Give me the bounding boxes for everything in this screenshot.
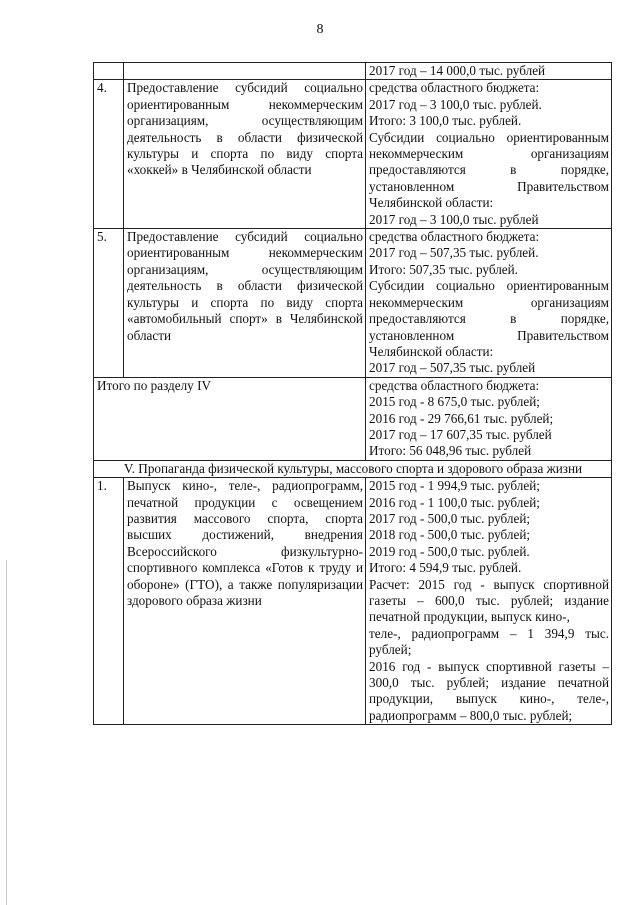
funding-line: средства областного бюджета:: [369, 80, 540, 96]
cell-funding: [366, 229, 612, 378]
scan-edge-line: [6, 560, 7, 905]
cell-funding: [366, 63, 612, 80]
table-row-carryover: [94, 63, 612, 80]
cell-num: 4.: [94, 80, 124, 229]
funding-line: Итого: 507,35 тыс. рублей.: [369, 261, 518, 277]
table-row-item-4: [94, 80, 612, 229]
table-row-section-total: [94, 377, 612, 460]
funding-line: 2016 год - 1 100,0 тыс. рублей;: [369, 494, 540, 510]
funding-line: средства областного бюджета:: [369, 377, 540, 393]
funding-line: 2019 год - 500,0 тыс. рублей.: [369, 543, 530, 559]
funding-line: 2016 год - 29 766,61 тыс. рублей;: [369, 410, 554, 426]
funding-line: средства областного бюджета:: [369, 229, 540, 245]
funding-line: 2017 год – 3 100,0 тыс. рублей: [369, 211, 539, 227]
cell-description: [124, 63, 366, 80]
funding-line: теле-, радиопрограмм – 1 394,9 тыс. рублей;: [369, 625, 609, 658]
funding-line: Итого: 56 048,96 тыс. рублей: [369, 443, 532, 459]
table-row-item-5-1: [94, 478, 612, 725]
cell-description: Предоставление субсидий социально ориентированным некоммерческим организациям, осуществляющим деятельность в области физической культуры и спорта по виду спорта «автомобильный спорт» в Челябинской области: [124, 229, 366, 378]
table-row-section-heading: [94, 460, 612, 477]
funding-line: Расчет: 2015 год - выпуск спортивной газеты – 600,0 тыс. рублей; издание печатной продукции, выпуск кино-,: [369, 576, 609, 625]
cell-description: Выпуск кино-, теле-, радиопрограмм, печатной продукции с освещением развития массового спорта, спорта высших достижений, внедрения Всероссийского физкультурно-спортивного комплекса «Готов к труду и обороне» (ГТО), а также популяризации здорового образа жизни: [124, 478, 366, 725]
cell-num: 5.: [94, 229, 124, 378]
table-row-item-5: [94, 229, 612, 378]
page-number: 8: [316, 22, 324, 37]
section-heading: V. Пропаганда физической культуры, массового спорта и здорового образа жизни: [94, 460, 612, 477]
funding-line: 2016 год - выпуск спортивной газеты – 300,0 тыс. рублей; издание печатной продукции, выпуск кино-, теле-, радиопрограмм – 800,0 тыс. рублей;: [369, 658, 609, 723]
budget-table: [93, 62, 612, 725]
funding-line: Итого: 3 100,0 тыс. рублей.: [369, 113, 522, 129]
funding-line: Итого: 4 594,9 тыс. рублей.: [369, 560, 522, 576]
funding-line: 2018 год - 500,0 тыс. рублей;: [369, 527, 531, 543]
cell-funding: [366, 377, 612, 460]
cell-num: [94, 63, 124, 80]
cell-funding: [366, 478, 612, 725]
funding-line: 2015 год - 1 994,9 тыс. рублей;: [369, 478, 540, 494]
funding-line: 2015 год - 8 675,0 тыс. рублей;: [369, 394, 540, 410]
funding-line: 2017 год – 17 607,35 тыс. рублей: [369, 426, 552, 442]
cell-num: 1.: [94, 478, 124, 725]
cell-description: Предоставление субсидий социально ориентированным некоммерческим организациям, осуществляющим деятельность в области физической культуры и спорта по виду спорта «хоккей» в Челябинской области: [124, 80, 366, 229]
funding-line: 2017 год - 500,0 тыс. рублей;: [369, 510, 531, 526]
funding-line: 2017 год – 3 100,0 тыс. рублей.: [369, 96, 542, 112]
funding-line: Субсидии социально ориентированным некоммерческим организациям предоставляются в порядке, установленном Правительством Челябинской области:: [369, 129, 609, 211]
funding-line: Субсидии социально ориентированным некоммерческим организациям предоставляются в порядке, установленном Правительством Челябинской области:: [369, 278, 609, 359]
funding-line: 2017 год – 507,35 тыс. рублей.: [369, 245, 539, 261]
cell-total-label: Итого по разделу IV: [94, 377, 366, 460]
funding-line: 2017 год – 14 000,0 тыс. рублей: [369, 63, 546, 78]
cell-funding: [366, 80, 612, 229]
funding-line: 2017 год – 507,35 тыс. рублей: [369, 360, 536, 376]
